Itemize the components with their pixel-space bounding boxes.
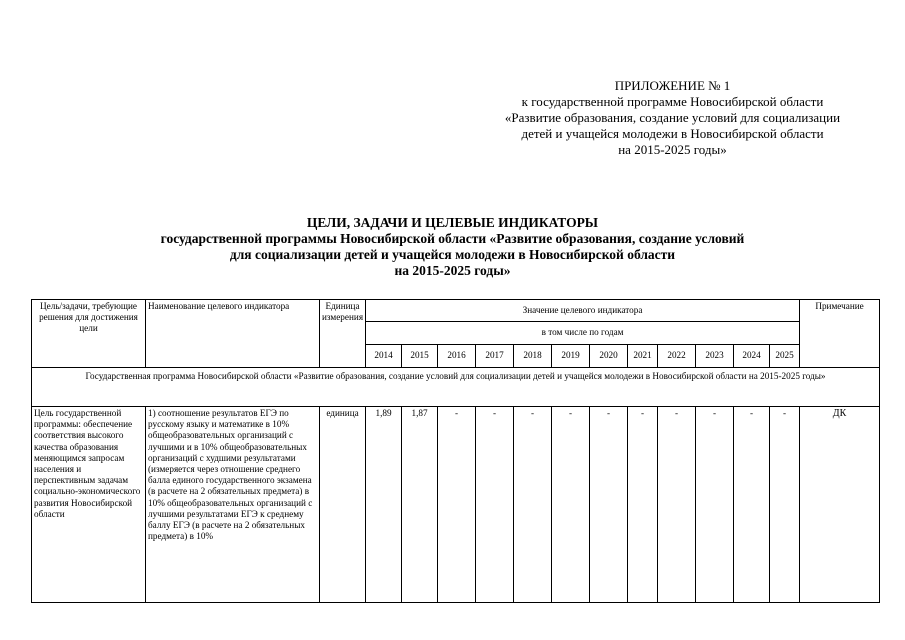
year-cell: 2021	[628, 345, 658, 368]
title-line-3: для социализации детей и учащейся молодежи в Новосибирской области	[229, 247, 676, 262]
year-cell: 2014	[366, 345, 402, 368]
document-title	[30, 215, 875, 279]
table-row	[32, 407, 880, 603]
year-cell: 2023	[696, 345, 734, 368]
program-row	[32, 368, 880, 407]
value-cell: -	[514, 407, 552, 603]
indicators-table	[31, 299, 880, 603]
appendix-header	[450, 78, 895, 158]
note-cell: ДК	[800, 407, 880, 603]
year-cell: 2025	[770, 345, 800, 368]
year-cell: 2024	[734, 345, 770, 368]
year-cell: 2020	[590, 345, 628, 368]
value-cell: 1,87	[402, 407, 438, 603]
goal-cell: Цель государственной программы: обеспечение соответствия высокого качества образования меняющимся запросам населения и перспективным задачам социально-экономического развития Новосибирской области	[32, 407, 146, 603]
appendix-number: ПРИЛОЖЕНИЕ № 1	[614, 78, 731, 93]
year-cell: 2019	[552, 345, 590, 368]
year-cell: 2022	[658, 345, 696, 368]
year-cell: 2016	[438, 345, 476, 368]
year-cell: 2017	[476, 345, 514, 368]
header-goal: Цель/задачи, требующие решения для достижения цели	[32, 300, 146, 368]
header-row-1	[32, 300, 880, 322]
indicator-cell: 1) соотношение результатов ЕГЭ по русскому языку и математике в 10% общеобразовательных организаций с лучшими и в 10% общеобразовательных организаций с худшими результатами (измеряется через отношение среднего балла единого государственного экзамена (в расчете на 2 обязательных предмета) в 10% общеобразовательных организаций с лучшими результатами ЕГЭ к среднему баллу ЕГЭ (в расчете на 2 обязательных предмета) в 10%	[146, 407, 320, 603]
value-cell: -	[438, 407, 476, 603]
program-name-cell: Государственная программа Новосибирской области «Развитие образования, создание условий для социализации детей и учащейся молодежи в Новосибирской области на 2015-2025 годы»	[32, 368, 880, 407]
appendix-program-name-1: «Развитие образования, создание условий для социализации	[504, 110, 841, 125]
title-line-1: ЦЕЛИ, ЗАДАЧИ И ЦЕЛЕВЫЕ ИНДИКАТОРЫ	[306, 215, 599, 230]
title-line-4: на 2015-2025 годы»	[394, 263, 511, 278]
header-value: Значение целевого индикатора	[366, 300, 800, 322]
appendix-reference: к государственной программе Новосибирской области	[521, 94, 824, 109]
header-note: Примечание	[800, 300, 880, 368]
value-cell: -	[696, 407, 734, 603]
value-cell: -	[734, 407, 770, 603]
year-cell: 2015	[402, 345, 438, 368]
appendix-program-period: на 2015-2025 годы»	[618, 142, 727, 157]
value-cell: -	[658, 407, 696, 603]
value-cell: -	[476, 407, 514, 603]
header-unit: Единица измерения	[320, 300, 366, 368]
year-cell: 2018	[514, 345, 552, 368]
value-cell: -	[552, 407, 590, 603]
value-cell: -	[590, 407, 628, 603]
value-cell: 1,89	[366, 407, 402, 603]
value-cell: -	[770, 407, 800, 603]
value-cell: -	[628, 407, 658, 603]
header-indicator: Наименование целевого индикатора	[146, 300, 320, 368]
appendix-program-name-2: детей и учащейся молодежи в Новосибирской области	[521, 126, 824, 141]
title-line-2: государственной программы Новосибирской области «Развитие образования, создание условий	[160, 231, 745, 246]
header-by-years: в том числе по годам	[366, 322, 800, 345]
unit-cell: единица	[320, 407, 366, 603]
